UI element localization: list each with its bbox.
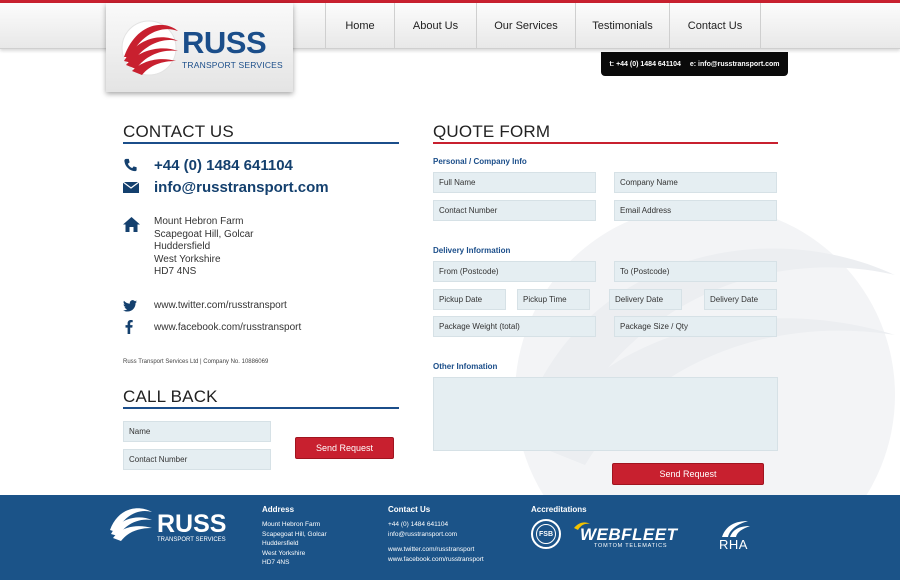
delivery-info-label: Delivery Information (433, 246, 511, 255)
delivery-date-input-2[interactable] (704, 289, 777, 310)
company-registration: Russ Transport Services Ltd | Company No. 10886069 (123, 359, 269, 365)
quote-send-button[interactable]: Send Request (612, 463, 764, 485)
from-postcode-input[interactable] (433, 261, 596, 282)
facebook-icon (125, 320, 133, 334)
quote-divider (433, 142, 778, 144)
nav-about-us[interactable]: About Us (394, 3, 476, 49)
envelope-icon (123, 182, 139, 193)
footer-phone[interactable]: +44 (0) 1484 641104 (388, 521, 449, 528)
topbar-phone[interactable]: t: +44 (0) 1484 641104 (609, 60, 681, 68)
footer-swoosh-icon (108, 504, 154, 544)
pickup-date-input[interactable] (433, 289, 506, 310)
contact-address: Mount Hebron Farm Scapegoat Hill, Golcar Huddersfield West Yorkshire HD7 4NS (154, 216, 254, 277)
to-postcode-input[interactable] (614, 261, 777, 282)
russ-swoosh-icon (118, 17, 180, 79)
logo[interactable] (106, 3, 293, 92)
home-icon (123, 217, 140, 232)
rha-logo-text: RHA (719, 537, 748, 552)
topbar-email[interactable]: e: info@russtransport.com (689, 60, 780, 68)
footer-email[interactable]: info@russtransport.com (388, 530, 458, 538)
footer-address-heading: Address (262, 505, 295, 514)
contact-phone[interactable]: +44 (0) 1484 641104 (154, 157, 293, 174)
footer-logo-tagline: TRANSPORT SERVICES (157, 537, 226, 543)
pickup-time-input[interactable] (517, 289, 590, 310)
contact-facebook-link[interactable]: www.facebook.com/russtransport (154, 322, 302, 333)
twitter-icon (123, 300, 137, 312)
contact-email[interactable]: info@russtransport.com (154, 179, 329, 196)
email-address-input[interactable] (614, 200, 777, 221)
tomtom-telematics-text: TOMTOM TELEMATICS (594, 543, 668, 549)
callback-number-input[interactable] (123, 449, 271, 470)
webfleet-logo: WEBFLEET (580, 525, 678, 544)
footer-contact-details (388, 520, 484, 564)
quote-heading: QUOTE FORM (433, 122, 551, 141)
top-contact-bar (601, 52, 788, 76)
contact-twitter-link[interactable]: www.twitter.com/russtransport (154, 300, 287, 311)
footer-facebook-link[interactable]: www.facebook.com/russtransport (388, 555, 484, 563)
callback-divider (123, 407, 399, 409)
full-name-input[interactable] (433, 172, 596, 193)
delivery-date-input[interactable] (609, 289, 682, 310)
phone-icon (123, 158, 138, 172)
contact-number-input[interactable] (433, 200, 596, 221)
package-weight-input[interactable] (433, 316, 596, 337)
nav-our-services[interactable]: Our Services (476, 3, 575, 49)
other-info-label: Other Infomation (433, 362, 498, 371)
callback-send-button[interactable]: Send Request (295, 437, 394, 459)
contact-heading: CONTACT US (123, 122, 234, 141)
contact-divider (123, 142, 399, 144)
logo-tagline: TRANSPORT SERVICES (182, 60, 283, 70)
footer-logo-wordmark: RUSS (157, 510, 227, 538)
footer-contact-heading: Contact Us (388, 505, 431, 514)
footer-address: Mount Hebron Farm Scapegoat Hill, Golcar Huddersfield West Yorkshire HD7 4NS (262, 521, 327, 566)
rha-emblem-icon (718, 519, 754, 537)
nav-home[interactable]: Home (325, 3, 394, 49)
footer-twitter-link[interactable]: www.twitter.com/russtransport (388, 546, 475, 553)
footer-accreditations-heading: Accreditations (531, 505, 587, 514)
other-info-textarea[interactable] (433, 377, 778, 451)
nav-testimonials[interactable]: Testimonials (575, 3, 669, 49)
fsb-badge-icon: FSB (531, 519, 561, 549)
company-name-input[interactable] (614, 172, 777, 193)
callback-name-input[interactable] (123, 421, 271, 442)
logo-wordmark: RUSS (182, 25, 267, 60)
package-size-input[interactable] (614, 316, 777, 337)
personal-info-label: Personal / Company Info (433, 157, 527, 166)
callback-heading: CALL BACK (123, 387, 218, 406)
nav-contact-us[interactable]: Contact Us (669, 3, 761, 49)
